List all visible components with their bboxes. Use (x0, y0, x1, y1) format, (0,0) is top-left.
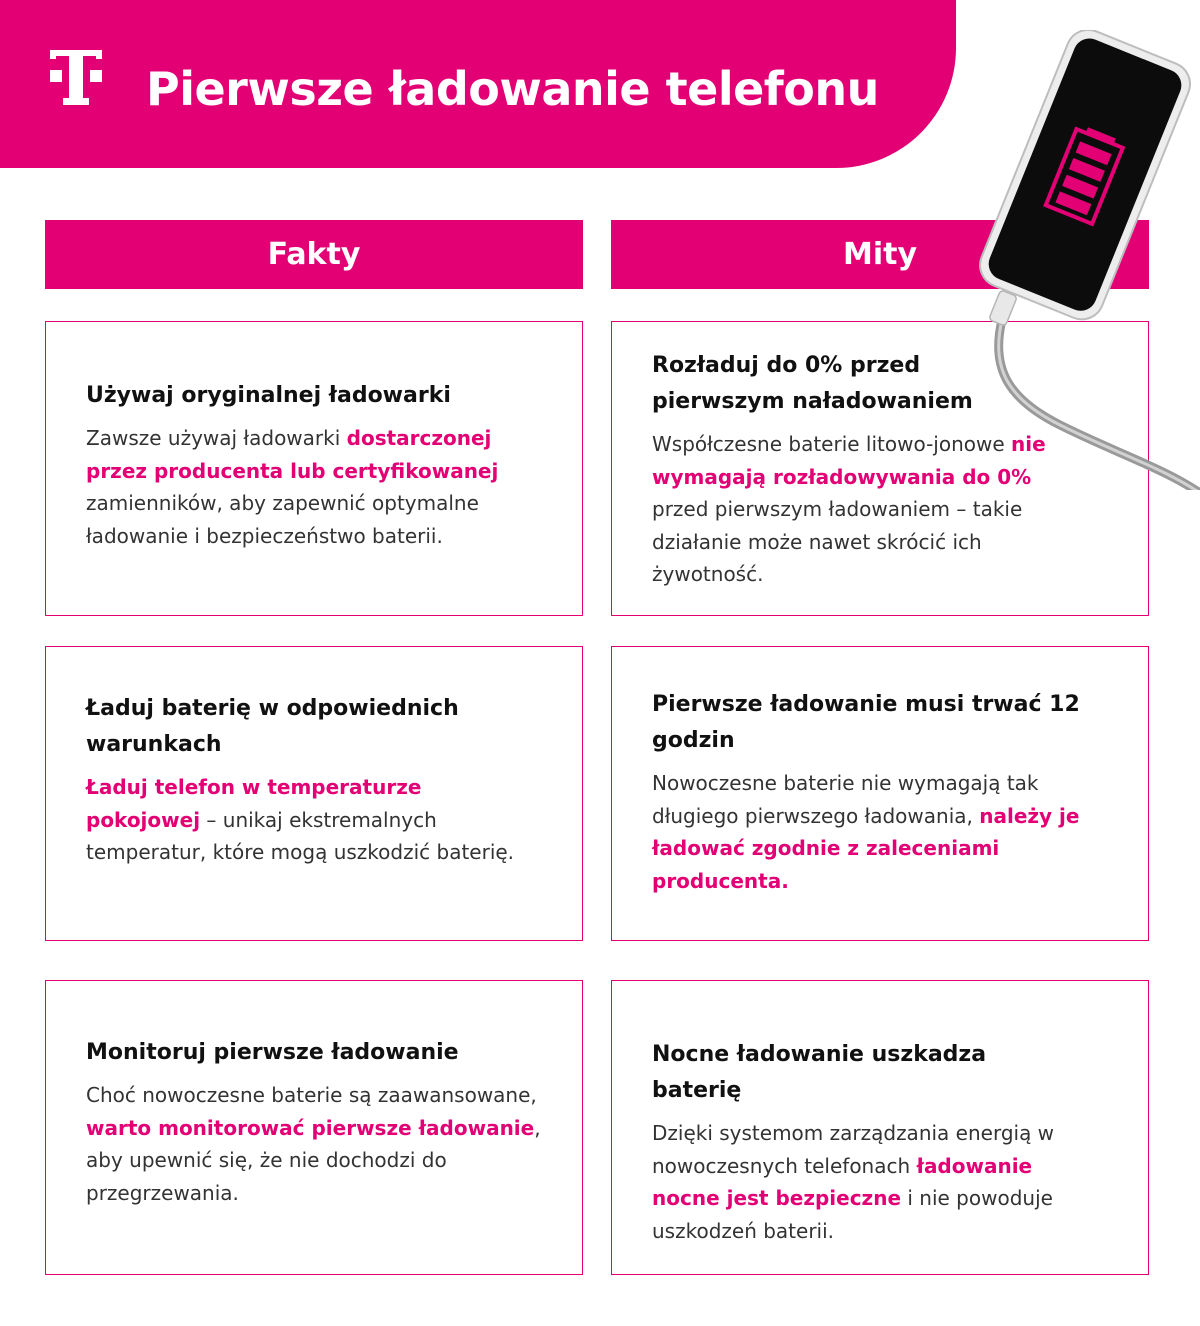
body-text: Współczesne baterie litowo-jonowe (652, 432, 1012, 456)
card-body (652, 428, 1048, 591)
body-text: – unikaj ekstremalnych temperatur, które mogą uszkodzić baterię. (86, 807, 515, 864)
body-highlight: dostarczonej przez producenta lub certyfikowanej (86, 426, 499, 483)
card-title: Nocne ładowanie uszkadza baterię (652, 1042, 987, 1103)
body-highlight: należy je ładować zgodnie z zaleceniami producenta. (652, 803, 1080, 893)
card-title: Rozładuj do 0% przed pierwszym naładowaniem (652, 353, 973, 414)
body-highlight: warto monitorować pierwsze ładowanie (86, 1115, 535, 1140)
myth-card (611, 646, 1149, 941)
myth-card (611, 321, 1149, 616)
column-header-myths: Mity (611, 220, 1149, 289)
card-title: Ładuj baterię w odpowiednich warunkach (86, 696, 459, 757)
body-highlight: nie wymagają rozładowywania do 0% (652, 432, 1046, 489)
card-body (652, 767, 1108, 897)
body-text: Nowoczesne baterie nie wymagają tak długiego pierwszego ładowania, (652, 771, 1039, 828)
card-body (86, 1079, 542, 1209)
card-body (652, 1117, 1078, 1247)
card-title: Monitoruj pierwsze ładowanie (86, 1040, 459, 1065)
body-text: , aby upewnić się, że nie dochodzi do przegrzewania. (86, 1115, 541, 1205)
card-title: Używaj oryginalnej ładowarki (86, 383, 451, 408)
telekom-t-logo-icon (50, 50, 102, 108)
page-title: Pierwsze ładowanie telefonu (146, 62, 879, 116)
fact-card (45, 980, 583, 1275)
body-text: Dzięki systemom zarządzania energią w nowoczesnych telefonach (652, 1121, 1055, 1178)
header-banner (0, 0, 956, 168)
body-text: i nie powoduje uszkodzeń baterii. (652, 1186, 1053, 1243)
card-title: Pierwsze ładowanie musi trwać 12 godzin (652, 692, 1080, 753)
body-text: Zawsze używaj ładowarki (86, 426, 347, 450)
body-highlight: ładowanie nocne jest bezpieczne (652, 1153, 1033, 1210)
card-body (86, 422, 542, 552)
card-body (86, 771, 542, 869)
column-header-facts: Fakty (45, 220, 583, 289)
body-text: zamienników, aby zapewnić optymalne ładowanie i bezpieczeństwo baterii. (86, 491, 479, 548)
myth-card (611, 980, 1149, 1275)
body-text: Choć nowoczesne baterie są zaawansowane, (86, 1083, 537, 1107)
body-highlight: Ładuj telefon w temperaturze pokojowej (86, 775, 422, 832)
fact-card (45, 321, 583, 616)
body-text: przed pierwszym ładowaniem – takie działanie może nawet skrócić ich żywotność. (652, 497, 1023, 586)
fact-card (45, 646, 583, 941)
